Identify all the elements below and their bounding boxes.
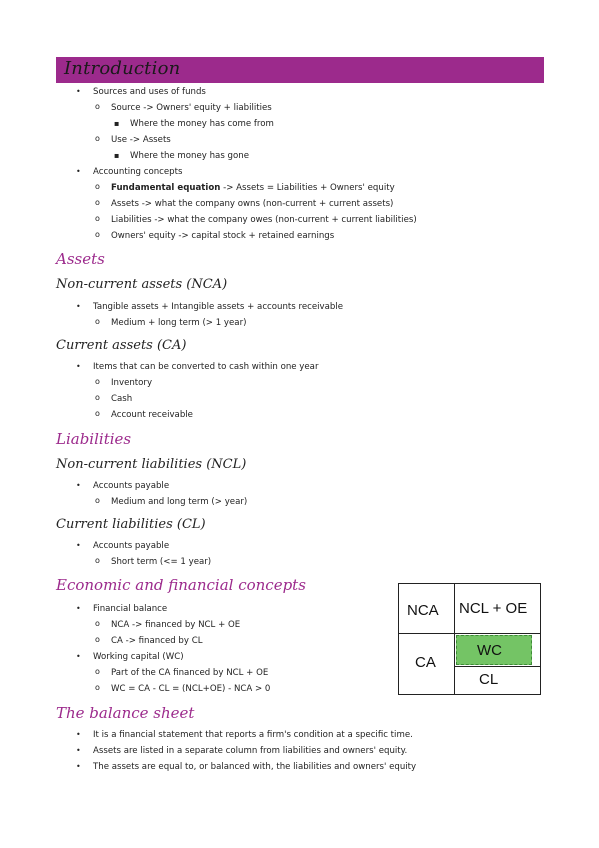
nca-cell: NCA [407,602,439,619]
ncl-heading: Non-current liabilities (NCL) [56,457,247,472]
bullet-square: ▪ [114,119,120,128]
fundamental-item [111,184,395,193]
ca-sub-receivable: Account receivable [111,410,193,420]
bullet-dot: • [76,604,81,613]
ca-item: Items that can be converted to cash within one year [93,362,319,372]
working-capital-item: Working capital (WC) [93,652,184,662]
bullet-circle: o [95,102,100,111]
wc-cell: WC [477,642,502,659]
fundamental-rest: -> Assets = Liabilities + Owners' equity [220,183,395,193]
bullet-circle: o [95,317,100,326]
cl-heading: Current liabilities (CL) [56,517,206,532]
source-item: Source -> Owners' equity + liabilities [111,103,272,113]
equity-concept-item: Owners' equity -> capital stock + retained earnings [111,231,335,241]
ca-financed-item: CA -> financed by CL [111,636,203,646]
ca-cell: CA [415,654,436,671]
bullet-dot: • [76,541,81,550]
bullet-dot: • [76,362,81,371]
assets-heading: Assets [56,250,105,268]
economic-heading: Economic and financial concepts [56,576,306,594]
cl-cell: CL [479,671,499,688]
financial-balance-item: Financial balance [93,604,168,614]
bullet-circle: o [95,393,100,402]
bullet-circle: o [95,496,100,505]
bullet-dot: • [76,87,81,96]
ncl-item: Accounts payable [93,481,170,491]
use-item: Use -> Assets [111,135,171,145]
balance-sheet-item-1: It is a financial statement that reports a firm's condition at a specific time. [93,730,413,740]
ca-sub-cash: Cash [111,394,133,404]
page-title: Introduction [64,58,181,79]
bullet-dot: • [76,652,81,661]
bullet-circle: o [95,619,100,628]
balance-sheet-item-3: The assets are equal to, or balanced with, the liabilities and owners' equity [93,762,417,772]
bullet-dot: • [76,746,81,755]
bullet-circle: o [95,230,100,239]
bullet-dot: • [76,730,81,739]
use-note: Where the money has gone [130,151,249,161]
bullet-dot: • [76,167,81,176]
bullet-circle: o [95,214,100,223]
sources-uses-item: Sources and uses of funds [93,87,206,97]
ca-sub-inventory: Inventory [111,378,153,388]
bullet-dot: • [76,481,81,490]
bullet-dot: • [76,302,81,311]
cl-item: Accounts payable [93,541,170,551]
liabilities-heading: Liabilities [56,430,132,448]
bullet-circle: o [95,377,100,386]
divider [455,633,541,634]
divider [399,633,455,634]
bullet-circle: o [95,635,100,644]
bullet-circle: o [95,198,100,207]
bullet-circle: o [95,182,100,191]
nca-financed-item: NCA -> financed by NCL + OE [111,620,241,630]
bullet-circle: o [95,667,100,676]
bullet-square: ▪ [114,151,120,160]
bullet-circle: o [95,556,100,565]
nca-sub: Medium + long term (> 1 year) [111,318,247,328]
bullet-circle: o [95,409,100,418]
ncl-sub: Medium and long term (> year) [111,497,248,507]
cl-sub: Short term (<= 1 year) [111,557,212,567]
liabilities-concept-item: Liabilities -> what the company owes (non-current + current liabilities) [111,215,417,225]
fundamental-label: Fundamental equation [111,183,221,193]
assets-concept-item: Assets -> what the company owns (non-current + current assets) [111,199,394,209]
bullet-dot: • [76,762,81,771]
ncl-oe-cell: NCL + OE [459,600,528,617]
source-note: Where the money has come from [130,119,274,129]
accounting-item: Accounting concepts [93,167,183,177]
wc-sub-formula: WC = CA - CL = (NCL+OE) - NCA > 0 [111,684,271,694]
balance-sheet-item-2: Assets are listed in a separate column from liabilities and owners' equity. [93,746,408,756]
divider [455,666,541,667]
balance-sheet-heading: The balance sheet [56,704,195,722]
bullet-circle: o [95,134,100,143]
wc-sub-part: Part of the CA financed by NCL + OE [111,668,269,678]
bullet-circle: o [95,683,100,692]
ca-heading: Current assets (CA) [56,338,187,353]
nca-item: Tangible assets + Intangible assets + accounts receivable [93,302,344,312]
nca-heading: Non-current assets (NCA) [56,277,228,292]
divider [454,584,455,694]
balance-diagram [398,583,541,695]
